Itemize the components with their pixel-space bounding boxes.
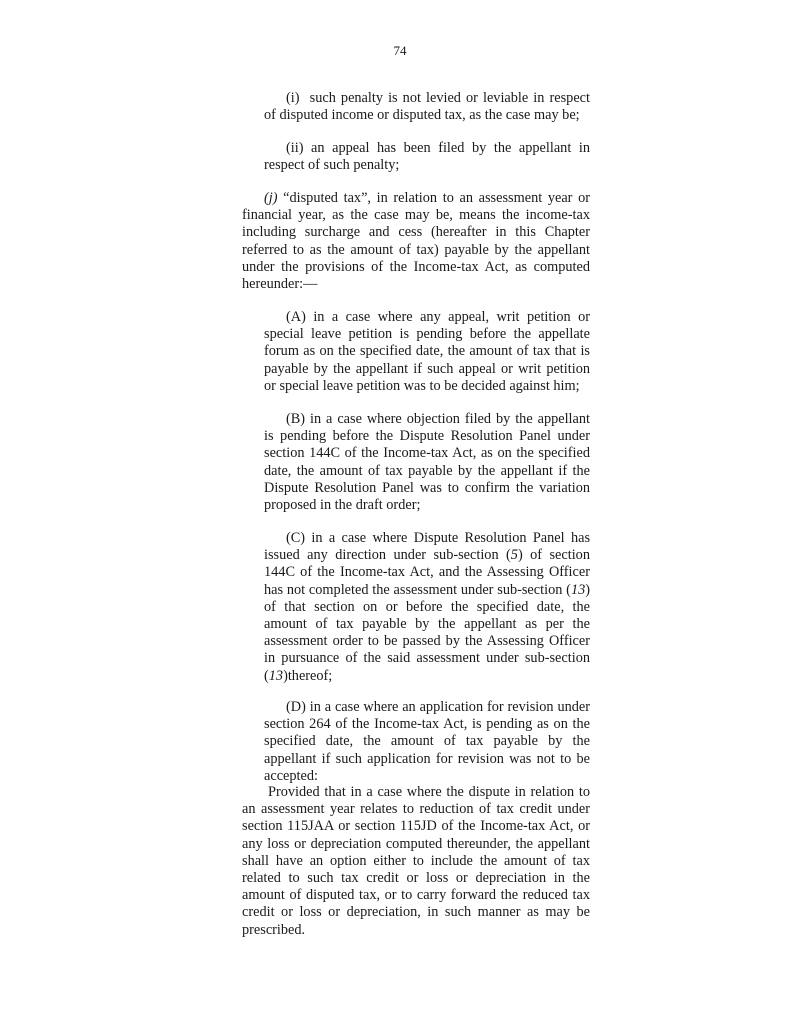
clause-a [264,309,590,395]
sub-clause-ii [264,140,590,174]
clause-c-text-3: ) of that section on or before the specified date, the amount of tax payable by the appellant as per the assessment order to be passed by the Assessing Officer in pursuance of the said assessment under sub-section ( [264,581,590,684]
definition-j-text: “disputed tax”, in relation to an assessment year or financial year, as the case may be, means the income-tax including surcharge and cess (hereafter in this Chapter referred to as the amount of tax) payable by the appellant under the provisions of the Income-tax Act, as computed hereunder:— [242,190,590,293]
clause-d [264,699,590,785]
sub-clause-ii-label: (ii) [286,140,304,156]
clause-c-text-2: ) of section 144C of the Income-tax Act, and the Assessing Officer has not completed the assessment under sub-section ( [264,547,590,598]
clause-a-label: (A) [286,309,306,325]
clause-c [264,530,590,685]
clause-b [264,411,590,514]
clause-b-label: (B) [286,411,306,427]
definition-j [242,190,590,293]
clause-c-text-4: )thereof; [283,667,333,684]
page-number: 74 [393,43,407,58]
clause-b-text: in a case where objection filed by the appellant is pending before the Dispute Resolution Panel under section 144C of the Income-tax Act, as on the specified date, the amount of tax payable by the appellant if the Dispute Resolution Panel was to confirm the variation proposed in the draft order; [264,411,590,514]
sub-clause-i-label: (i) [286,90,300,106]
clause-c-text-1: in a case where Dispute Resolution Panel has issued any direction under sub-section ( [264,530,591,564]
clause-c-label: (C) [286,530,306,546]
clause-d-label: (D) [286,699,306,715]
clause-a-text: in a case where any appeal, writ petition or special leave petition is pending before the appellate forum as on the specified date, the amount of tax that is payable by the appellant if such appeal or writ petition or special leave petition was to be decided against him; [264,309,590,394]
sub-clause-ii-text: an appeal has been filed by the appellant in respect of such penalty; [264,140,590,174]
sub-clause-i-text: such penalty is not levied or leviable in respect of disputed income or disputed tax, as the case may be; [264,90,590,124]
clause-d-text: in a case where an application for revision under section 264 of the Income-tax Act, is pending as on the specified date, the amount of tax payable by the appellant if such application for revision was not to be accepted: [264,699,590,784]
proviso-paragraph: Provided that in a case where the dispute in relation to an assessment year relates to reduction of tax credit under section 115JAA or section 115JD of the Income-tax Act, or any loss or depreciation computed thereunder, the appellant shall have an option either to include the amount of tax related to such tax credit or loss or depreciation in the amount of disputed tax, or to carry forward the reduced tax credit or loss or depreciation, in such manner as may be prescribed. [242,784,590,938]
clause-c-ref-2: 13 [570,581,586,598]
sub-clause-i [264,90,590,124]
definition-j-label: (j) [264,190,278,206]
clause-c-ref-1: 5 [510,547,518,564]
clause-c-ref-3: 13 [268,667,284,684]
